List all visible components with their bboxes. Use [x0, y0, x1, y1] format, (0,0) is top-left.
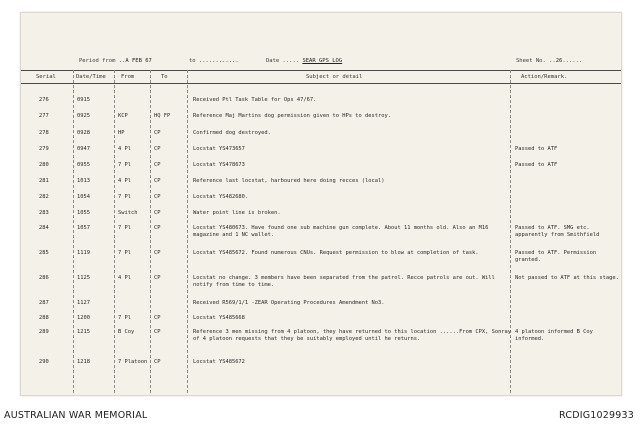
to-cell: CP: [154, 210, 161, 216]
from-cell: B Coy: [118, 329, 135, 335]
period-value: A FEB 67: [125, 58, 152, 64]
from-cell: 7 Pl: [118, 194, 131, 200]
column-header-action: Action/Remark.: [521, 74, 568, 80]
subject-cell: Locstat YS485672: [193, 359, 245, 365]
column-header-to: To: [161, 74, 168, 80]
subject-cell: Reference Maj Martins dog permission given to HPs to destroy.: [193, 113, 391, 119]
period-label: Period from: [79, 58, 116, 64]
column-divider: [73, 70, 74, 393]
serial-cell: 281: [39, 178, 49, 184]
from-cell: 7 Pl: [118, 315, 131, 321]
from-cell: 4 Pl: [118, 146, 131, 152]
column-divider: [187, 70, 188, 393]
sheet-field: Sheet No. ..26......: [516, 58, 583, 64]
column-header-subject: Subject or detail: [306, 74, 363, 80]
date-label: Date: [266, 58, 280, 64]
to-cell: HQ FP: [154, 113, 171, 119]
from-cell: 4 Pl: [118, 275, 131, 281]
from-cell: 7 Pl: [118, 250, 131, 256]
to-value: ............: [198, 58, 239, 64]
serial-cell: 282: [39, 194, 49, 200]
action-cell: Passed to ATF. Permission granted.: [515, 250, 597, 263]
time-cell: 1055: [77, 210, 90, 216]
to-label: to: [189, 58, 196, 64]
subject-cell: Locstat YS485668: [193, 315, 245, 321]
subject-cell: Locstat YS473657: [193, 146, 245, 152]
serial-cell: 287: [39, 300, 49, 306]
subject-cell: Water point line is broken.: [193, 210, 281, 216]
subject-cell: Reference 3 men missing from 4 platoon, they have returned to this location ......From CPX, Sonray of 4 platoon requests that they be suitably employed until he returns.: [193, 329, 512, 342]
action-cell: Not passed to ATF at this stage.: [515, 275, 619, 281]
subject-cell: Confirmed dog destroyed.: [193, 130, 271, 136]
time-cell: 1215: [77, 329, 90, 335]
to-cell: CP: [154, 130, 161, 136]
to-cell: CP: [154, 315, 161, 321]
log-sheet: [20, 12, 622, 396]
time-cell: 1125: [77, 275, 90, 281]
serial-cell: 284: [39, 225, 49, 231]
column-header-serial: Serial: [36, 74, 56, 80]
from-cell: 7 Platoon: [118, 359, 148, 365]
time-cell: 1119: [77, 250, 90, 256]
to-cell: CP: [154, 275, 161, 281]
to-cell: CP: [154, 250, 161, 256]
action-cell: Passed to ATF. SMG etc. apparently from Smithfield: [515, 225, 600, 238]
serial-cell: 290: [39, 359, 49, 365]
time-cell: 1200: [77, 315, 90, 321]
time-cell: 1013: [77, 178, 90, 184]
subject-cell: Locstat YS482680.: [193, 194, 249, 200]
to-cell: CP: [154, 329, 161, 335]
to-cell: CP: [154, 225, 161, 231]
subject-cell: Reference last locstat, harboured here doing recces (local): [193, 178, 385, 184]
from-cell: 7 Pl: [118, 162, 131, 168]
date-field: Date ..... SEAR GPS LOG: [266, 58, 343, 64]
time-cell: 0925: [77, 113, 90, 119]
subject-cell: Locstat YS485672. Found numerous CNUs. Request permission to blow at completion of task.: [193, 250, 479, 256]
serial-cell: 283: [39, 210, 49, 216]
serial-cell: 286: [39, 275, 49, 281]
column-header-datetime: Date/Time: [76, 74, 106, 80]
serial-cell: 276: [39, 97, 49, 103]
from-cell: 4 Pl: [118, 178, 131, 184]
to-cell: CP: [154, 162, 161, 168]
date-value: SEAR GPS LOG: [302, 58, 343, 64]
serial-cell: 285: [39, 250, 49, 256]
serial-cell: 289: [39, 329, 49, 335]
subject-cell: Received R569/1/1 -ZEAR Operating Procedures Amendment No3.: [193, 300, 385, 306]
period-field: Period from ..A FEB 67: [79, 58, 152, 64]
from-cell: KCP: [118, 113, 128, 119]
to-cell: CP: [154, 146, 161, 152]
header-rule-bottom: [21, 83, 621, 84]
serial-cell: 278: [39, 130, 49, 136]
to-field: [189, 58, 239, 64]
action-cell: 4 platoon informed B Coy informed.: [515, 329, 593, 342]
from-cell: Switch: [118, 210, 138, 216]
archive-caption: AUSTRALIAN WAR MEMORIAL: [4, 410, 148, 421]
subject-cell: Locstat YS478673: [193, 162, 245, 168]
serial-cell: 277: [39, 113, 49, 119]
archive-id: RCDIG1029933: [559, 410, 634, 421]
serial-cell: 280: [39, 162, 49, 168]
to-cell: CP: [154, 178, 161, 184]
to-cell: CP: [154, 359, 161, 365]
action-cell: Passed to ATF: [515, 146, 558, 152]
time-cell: 1057: [77, 225, 90, 231]
sheet-value: 26: [555, 58, 563, 64]
action-cell: Passed to ATF: [515, 162, 558, 168]
sheet-label: Sheet No.: [516, 58, 546, 64]
time-cell: 0928: [77, 130, 90, 136]
time-cell: 1054: [77, 194, 90, 200]
column-divider: [150, 70, 151, 393]
from-cell: 7 Pl: [118, 225, 131, 231]
column-header-from: From: [121, 74, 135, 80]
time-cell: 0915: [77, 97, 90, 103]
subject-cell: Locstat no change. 3 members have been separated from the patrol. Recce patrols are out. Will notify from time to time.: [193, 275, 495, 288]
header-rule-top: [21, 70, 621, 71]
subject-cell: Locstat YS480673. Have found one sub machine gun complete. About 11 months old. Also an M16 magazine and 1 NC wallet.: [193, 225, 489, 238]
time-cell: 0955: [77, 162, 90, 168]
time-cell: 0947: [77, 146, 90, 152]
time-cell: 1127: [77, 300, 90, 306]
serial-cell: 279: [39, 146, 49, 152]
serial-cell: 288: [39, 315, 49, 321]
column-divider: [114, 70, 115, 393]
time-cell: 1218: [77, 359, 90, 365]
from-cell: HP: [118, 130, 125, 136]
to-cell: CP: [154, 194, 161, 200]
subject-cell: Received Ptl Task Table for Ops 47/67.: [193, 97, 317, 103]
